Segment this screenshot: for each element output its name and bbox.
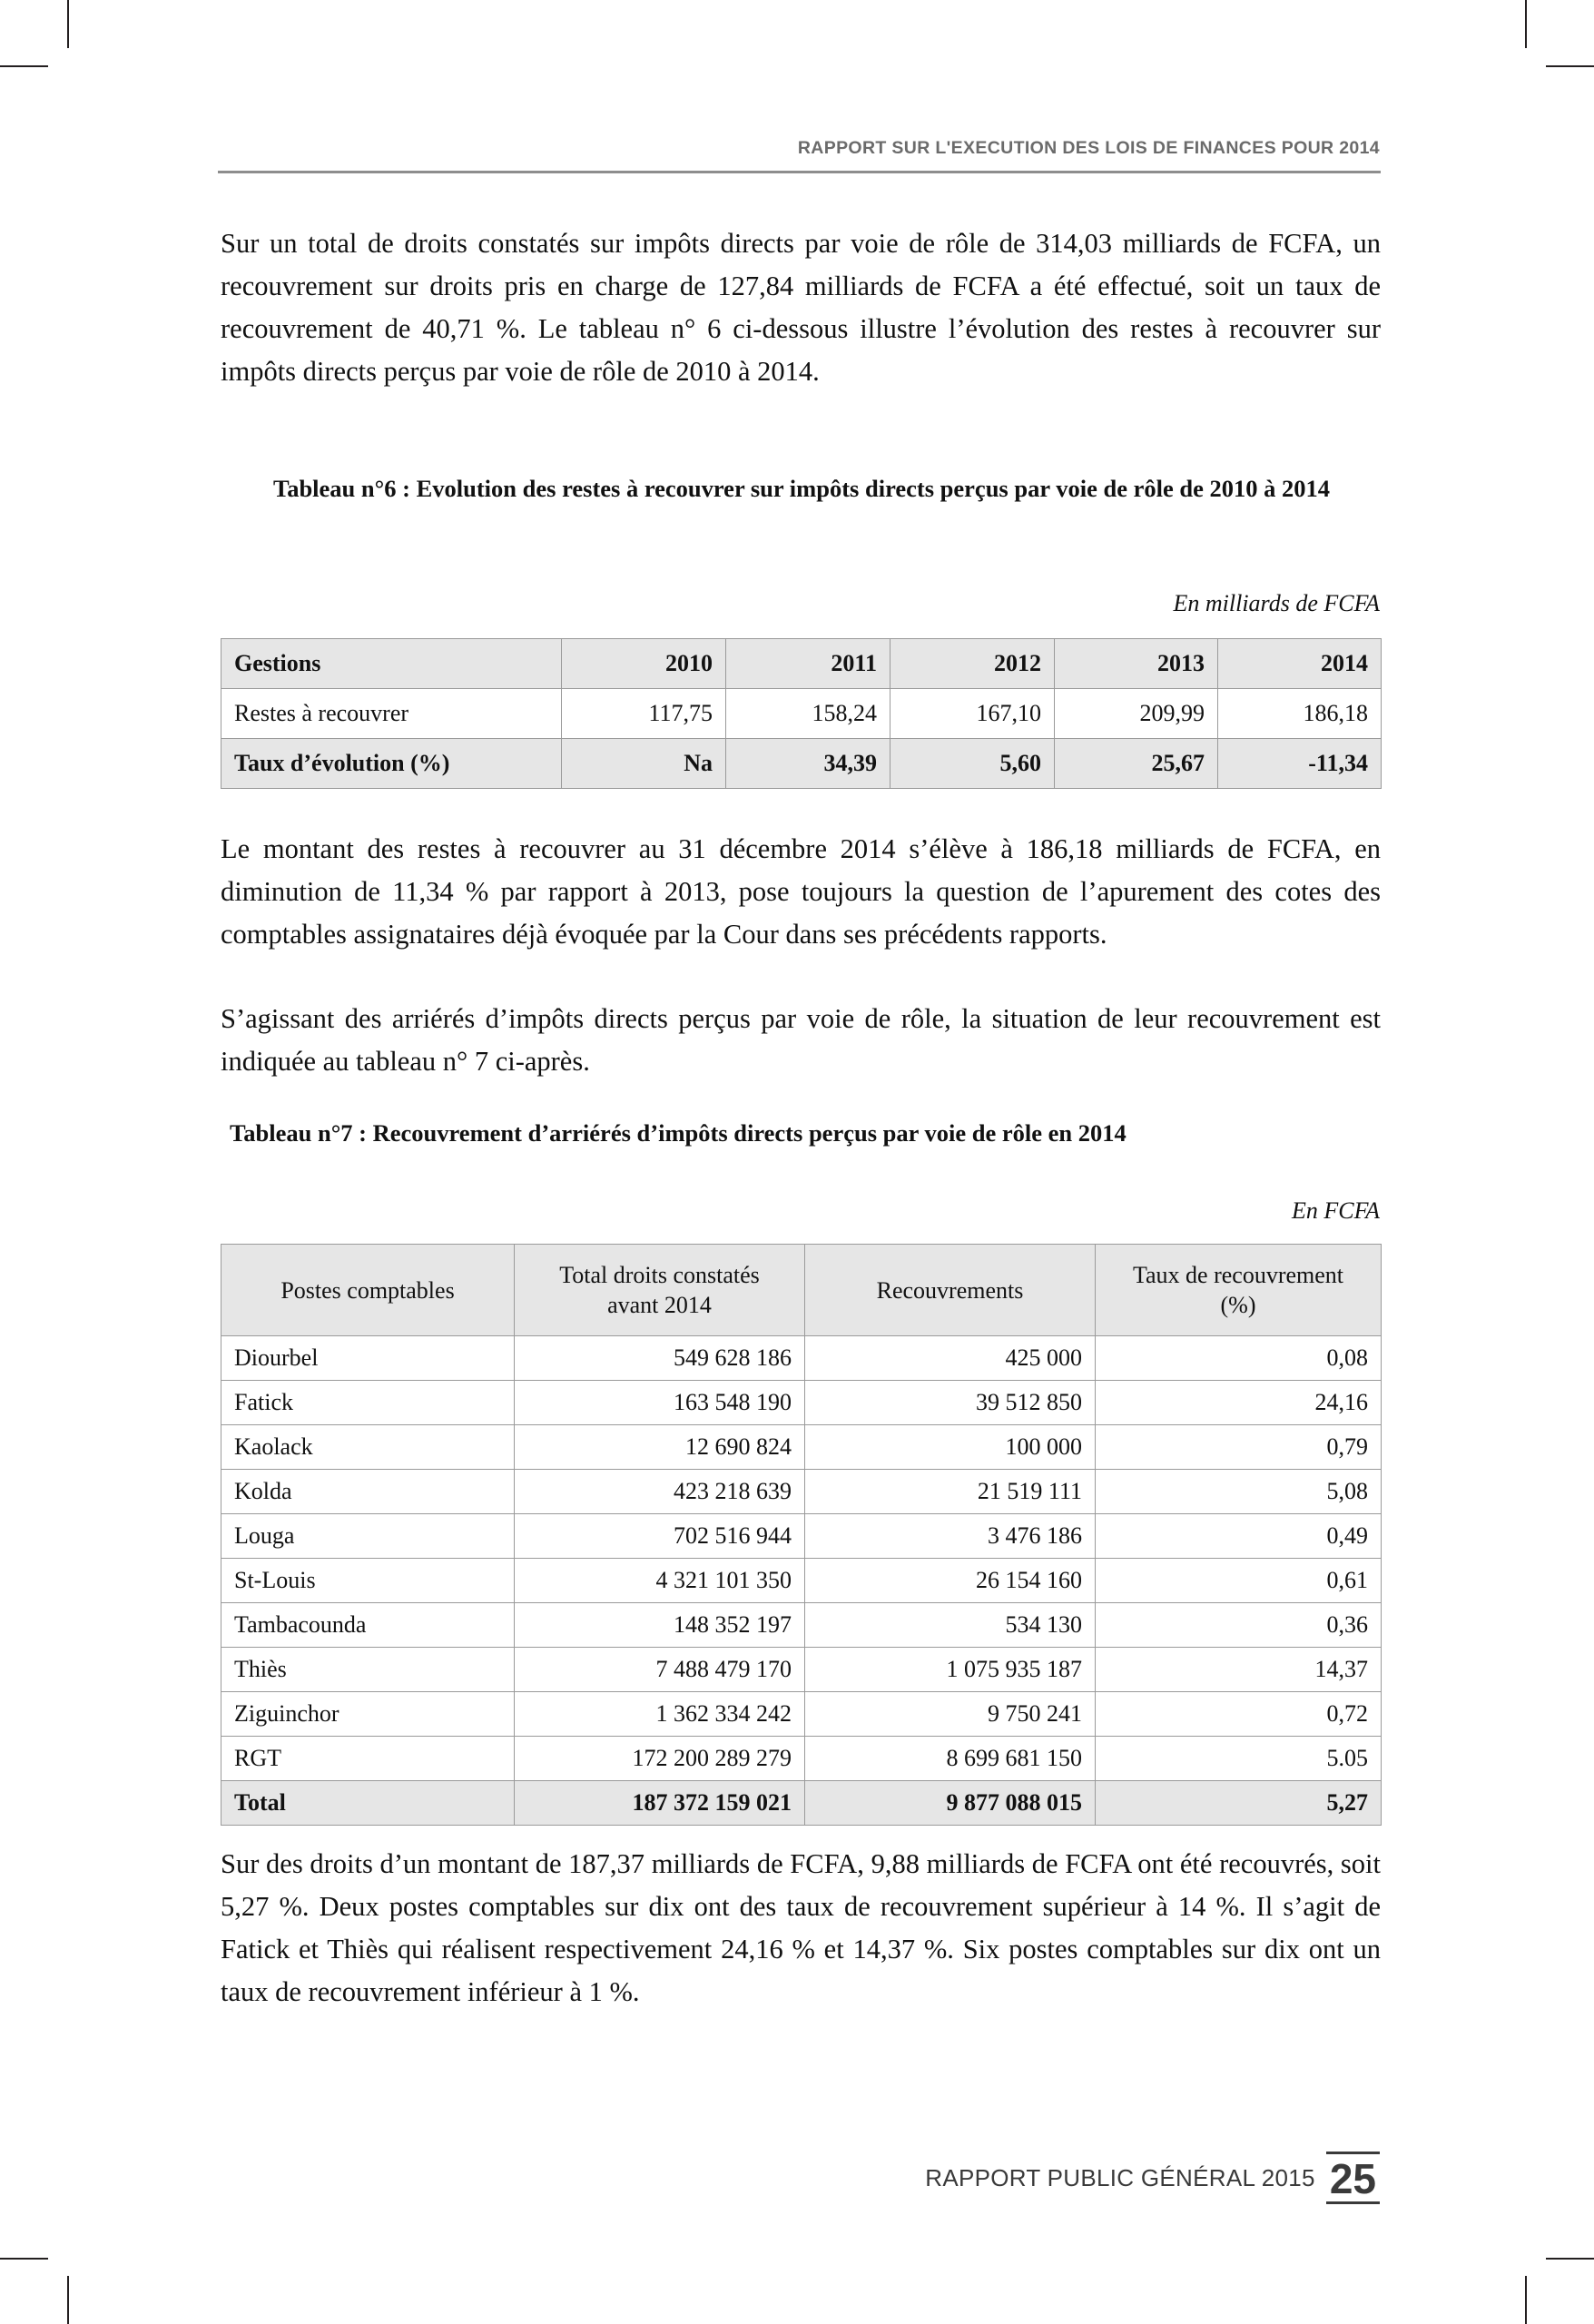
table7-unit-label: En FCFA: [1291, 1197, 1380, 1224]
table6-cell: 5,60: [890, 739, 1055, 789]
table6-header-cell: 2011: [726, 639, 890, 689]
table7-cell-recouvrements: 3 476 186: [805, 1514, 1096, 1559]
table6-cell: 34,39: [726, 739, 890, 789]
table6-header-cell: 2013: [1055, 639, 1218, 689]
table6-row-label: Taux d’évolution (%): [221, 739, 562, 789]
table6-header-row: [221, 639, 1382, 689]
table7-cell-droits: 7 488 479 170: [515, 1648, 805, 1692]
table7-total-row: [221, 1781, 1382, 1826]
table7-cell-droits: 172 200 289 279: [515, 1737, 805, 1781]
table7-header-row: [221, 1245, 1382, 1336]
table7-cell-recouvrements: 1 075 935 187: [805, 1648, 1096, 1692]
table6-cell: -11,34: [1218, 739, 1382, 789]
table6-header-cell: Gestions: [221, 639, 562, 689]
table7-total-recouvrements: 9 877 088 015: [805, 1781, 1096, 1826]
table7-header-cell-taux: [1096, 1245, 1382, 1336]
page-number: 25: [1326, 2152, 1380, 2204]
table7-cell-taux: 0,08: [1096, 1336, 1382, 1381]
paragraph-restes-a-recouvrer: Le montant des restes à recouvrer au 31 décembre 2014 s’élève à 186,18 milliards de FCFA, en diminution de 11,34 % par rapport à 2013, pose toujours la question de l’apurement des cotes des comptables assignataires déjà évoquée par la Cour dans ses précédents rapports.: [221, 833, 1381, 950]
table6-cell: 167,10: [890, 689, 1055, 739]
table7-cell-recouvrements: 26 154 160: [805, 1559, 1096, 1603]
table7-header-line: avant 2014: [607, 1292, 712, 1318]
table-row: [221, 1737, 1382, 1781]
table7-header-line: Recouvrements: [876, 1276, 1024, 1304]
table-row: [221, 1514, 1382, 1559]
table6-caption: Tableau n°6 : Evolution des restes à recouvrer sur impôts directs perçus par voie de rôle de 2010 à 2014: [272, 475, 1331, 502]
table6-cell: 186,18: [1218, 689, 1382, 739]
table7-header-line: (%): [1220, 1292, 1256, 1318]
table7-cell-poste: Diourbel: [221, 1336, 515, 1381]
table7-header-cell-postes: [221, 1245, 515, 1336]
table-row: [221, 1470, 1382, 1514]
table6-header-cell: 2014: [1218, 639, 1382, 689]
table7-cell-droits: 12 690 824: [515, 1425, 805, 1470]
table7-header-line: Postes comptables: [280, 1276, 455, 1304]
table7-cell-recouvrements: 425 000: [805, 1336, 1096, 1381]
table6-cell: 158,24: [726, 689, 890, 739]
table7-cell-recouvrements: 100 000: [805, 1425, 1096, 1470]
table7-cell-poste: Fatick: [221, 1381, 515, 1425]
table6-unit-label: En milliards de FCFA: [1173, 590, 1380, 616]
table6-header-cell: 2010: [562, 639, 726, 689]
table7-cell-poste: Kolda: [221, 1470, 515, 1514]
table-row: [221, 1648, 1382, 1692]
table7-cell-taux: 5,08: [1096, 1470, 1382, 1514]
paragraph-conclusion: Sur des droits d’un montant de 187,37 milliards de FCFA, 9,88 milliards de FCFA ont été recouvrés, soit 5,27 %. Deux postes comptables sur dix ont des taux de recouvrement supérieur à 14 %. Il s’agit de Fatick et Thiès qui réalisent respectivement 24,16 % et 14,37 %. Six postes comptables sur dix ont un taux de recouvrement inférieur à 1 %.: [221, 1848, 1381, 2007]
table7-header-line: Taux de recouvrement: [1132, 1262, 1344, 1288]
table7-cell-taux: 0,36: [1096, 1603, 1382, 1648]
table7-cell-droits: 702 516 944: [515, 1514, 805, 1559]
table7-cell-poste: RGT: [221, 1737, 515, 1781]
table7-cell-taux: 0,79: [1096, 1425, 1382, 1470]
table6-cell: Na: [562, 739, 726, 789]
table7-cell-poste: Thiès: [221, 1648, 515, 1692]
table7-cell-droits: 148 352 197: [515, 1603, 805, 1648]
paragraph-intro: Sur un total de droits constatés sur impôts directs par voie de rôle de 314,03 milliards de FCFA, un recouvrement sur droits pris en charge de 127,84 milliards de FCFA a été effectué, soit un taux de recouvrement de 40,71 %. Le tableau n° 6 ci-dessous illustre l’évolution des restes à recouvrer sur impôts directs perçus par voie de rôle de 2010 à 2014.: [221, 228, 1381, 387]
table-row: [221, 739, 1382, 789]
table-row: [221, 1559, 1382, 1603]
table7-cell-taux: 0,49: [1096, 1514, 1382, 1559]
table7-cell-poste: Tambacounda: [221, 1603, 515, 1648]
table7-cell-droits: 423 218 639: [515, 1470, 805, 1514]
table7-total-label: Total: [221, 1781, 515, 1826]
table7-cell-droits: 163 548 190: [515, 1381, 805, 1425]
table7-total-droits: 187 372 159 021: [515, 1781, 805, 1826]
footer-text: RAPPORT PUBLIC GÉNÉRAL 2015: [925, 2164, 1315, 2191]
table7-cell-poste: Louga: [221, 1514, 515, 1559]
table7-header-line: Total droits constatés: [559, 1262, 760, 1288]
table-row: [221, 1381, 1382, 1425]
table7-cell-recouvrements: 21 519 111: [805, 1470, 1096, 1514]
table7-cell-droits: 1 362 334 242: [515, 1692, 805, 1737]
table6-cell: 117,75: [562, 689, 726, 739]
table7-cell-taux: 24,16: [1096, 1381, 1382, 1425]
table7-cell-poste: St-Louis: [221, 1559, 515, 1603]
running-head-rule: [218, 171, 1381, 173]
paragraph-arrieres: S’agissant des arriérés d’impôts directs perçus par voie de rôle, la situation de leur recouvrement est indiquée au tableau n° 7 ci-après.: [221, 1003, 1381, 1077]
table7-cell-poste: Kaolack: [221, 1425, 515, 1470]
table7-caption: Tableau n°7 : Recouvrement d’arriérés d’impôts directs perçus par voie de rôle en 2014: [230, 1119, 1127, 1147]
table7-body: [221, 1336, 1382, 1826]
page-footer: [545, 2152, 1380, 2204]
table-row: [221, 1692, 1382, 1737]
table7-cell-recouvrements: 534 130: [805, 1603, 1096, 1648]
table7-total-taux: 5,27: [1096, 1781, 1382, 1826]
table-row: [221, 689, 1382, 739]
table7-cell-recouvrements: 8 699 681 150: [805, 1737, 1096, 1781]
table7-cell-taux: 5.05: [1096, 1737, 1382, 1781]
table-recouvrement-arrieres: [221, 1244, 1382, 1826]
table7-cell-droits: 4 321 101 350: [515, 1559, 805, 1603]
table7-cell-taux: 14,37: [1096, 1648, 1382, 1692]
table7-header-cell-droits: [515, 1245, 805, 1336]
table-row: [221, 1425, 1382, 1470]
table7-cell-recouvrements: 39 512 850: [805, 1381, 1096, 1425]
table7-cell-poste: Ziguinchor: [221, 1692, 515, 1737]
table6-header-cell: 2012: [890, 639, 1055, 689]
table7-cell-droits: 549 628 186: [515, 1336, 805, 1381]
table6-cell: 25,67: [1055, 739, 1218, 789]
table7-cell-taux: 0,61: [1096, 1559, 1382, 1603]
table-row: [221, 1603, 1382, 1648]
table6-row-label: Restes à recouvrer: [221, 689, 562, 739]
table7-cell-taux: 0,72: [1096, 1692, 1382, 1737]
table6-cell: 209,99: [1055, 689, 1218, 739]
table-evolution-restes-a-recouvrer: [221, 638, 1382, 789]
table7-cell-recouvrements: 9 750 241: [805, 1692, 1096, 1737]
table7-header-cell-recouvrements: [805, 1245, 1096, 1336]
table-row: [221, 1336, 1382, 1381]
running-head: RAPPORT SUR L'EXECUTION DES LOIS DE FINANCES POUR 2014: [797, 138, 1380, 158]
